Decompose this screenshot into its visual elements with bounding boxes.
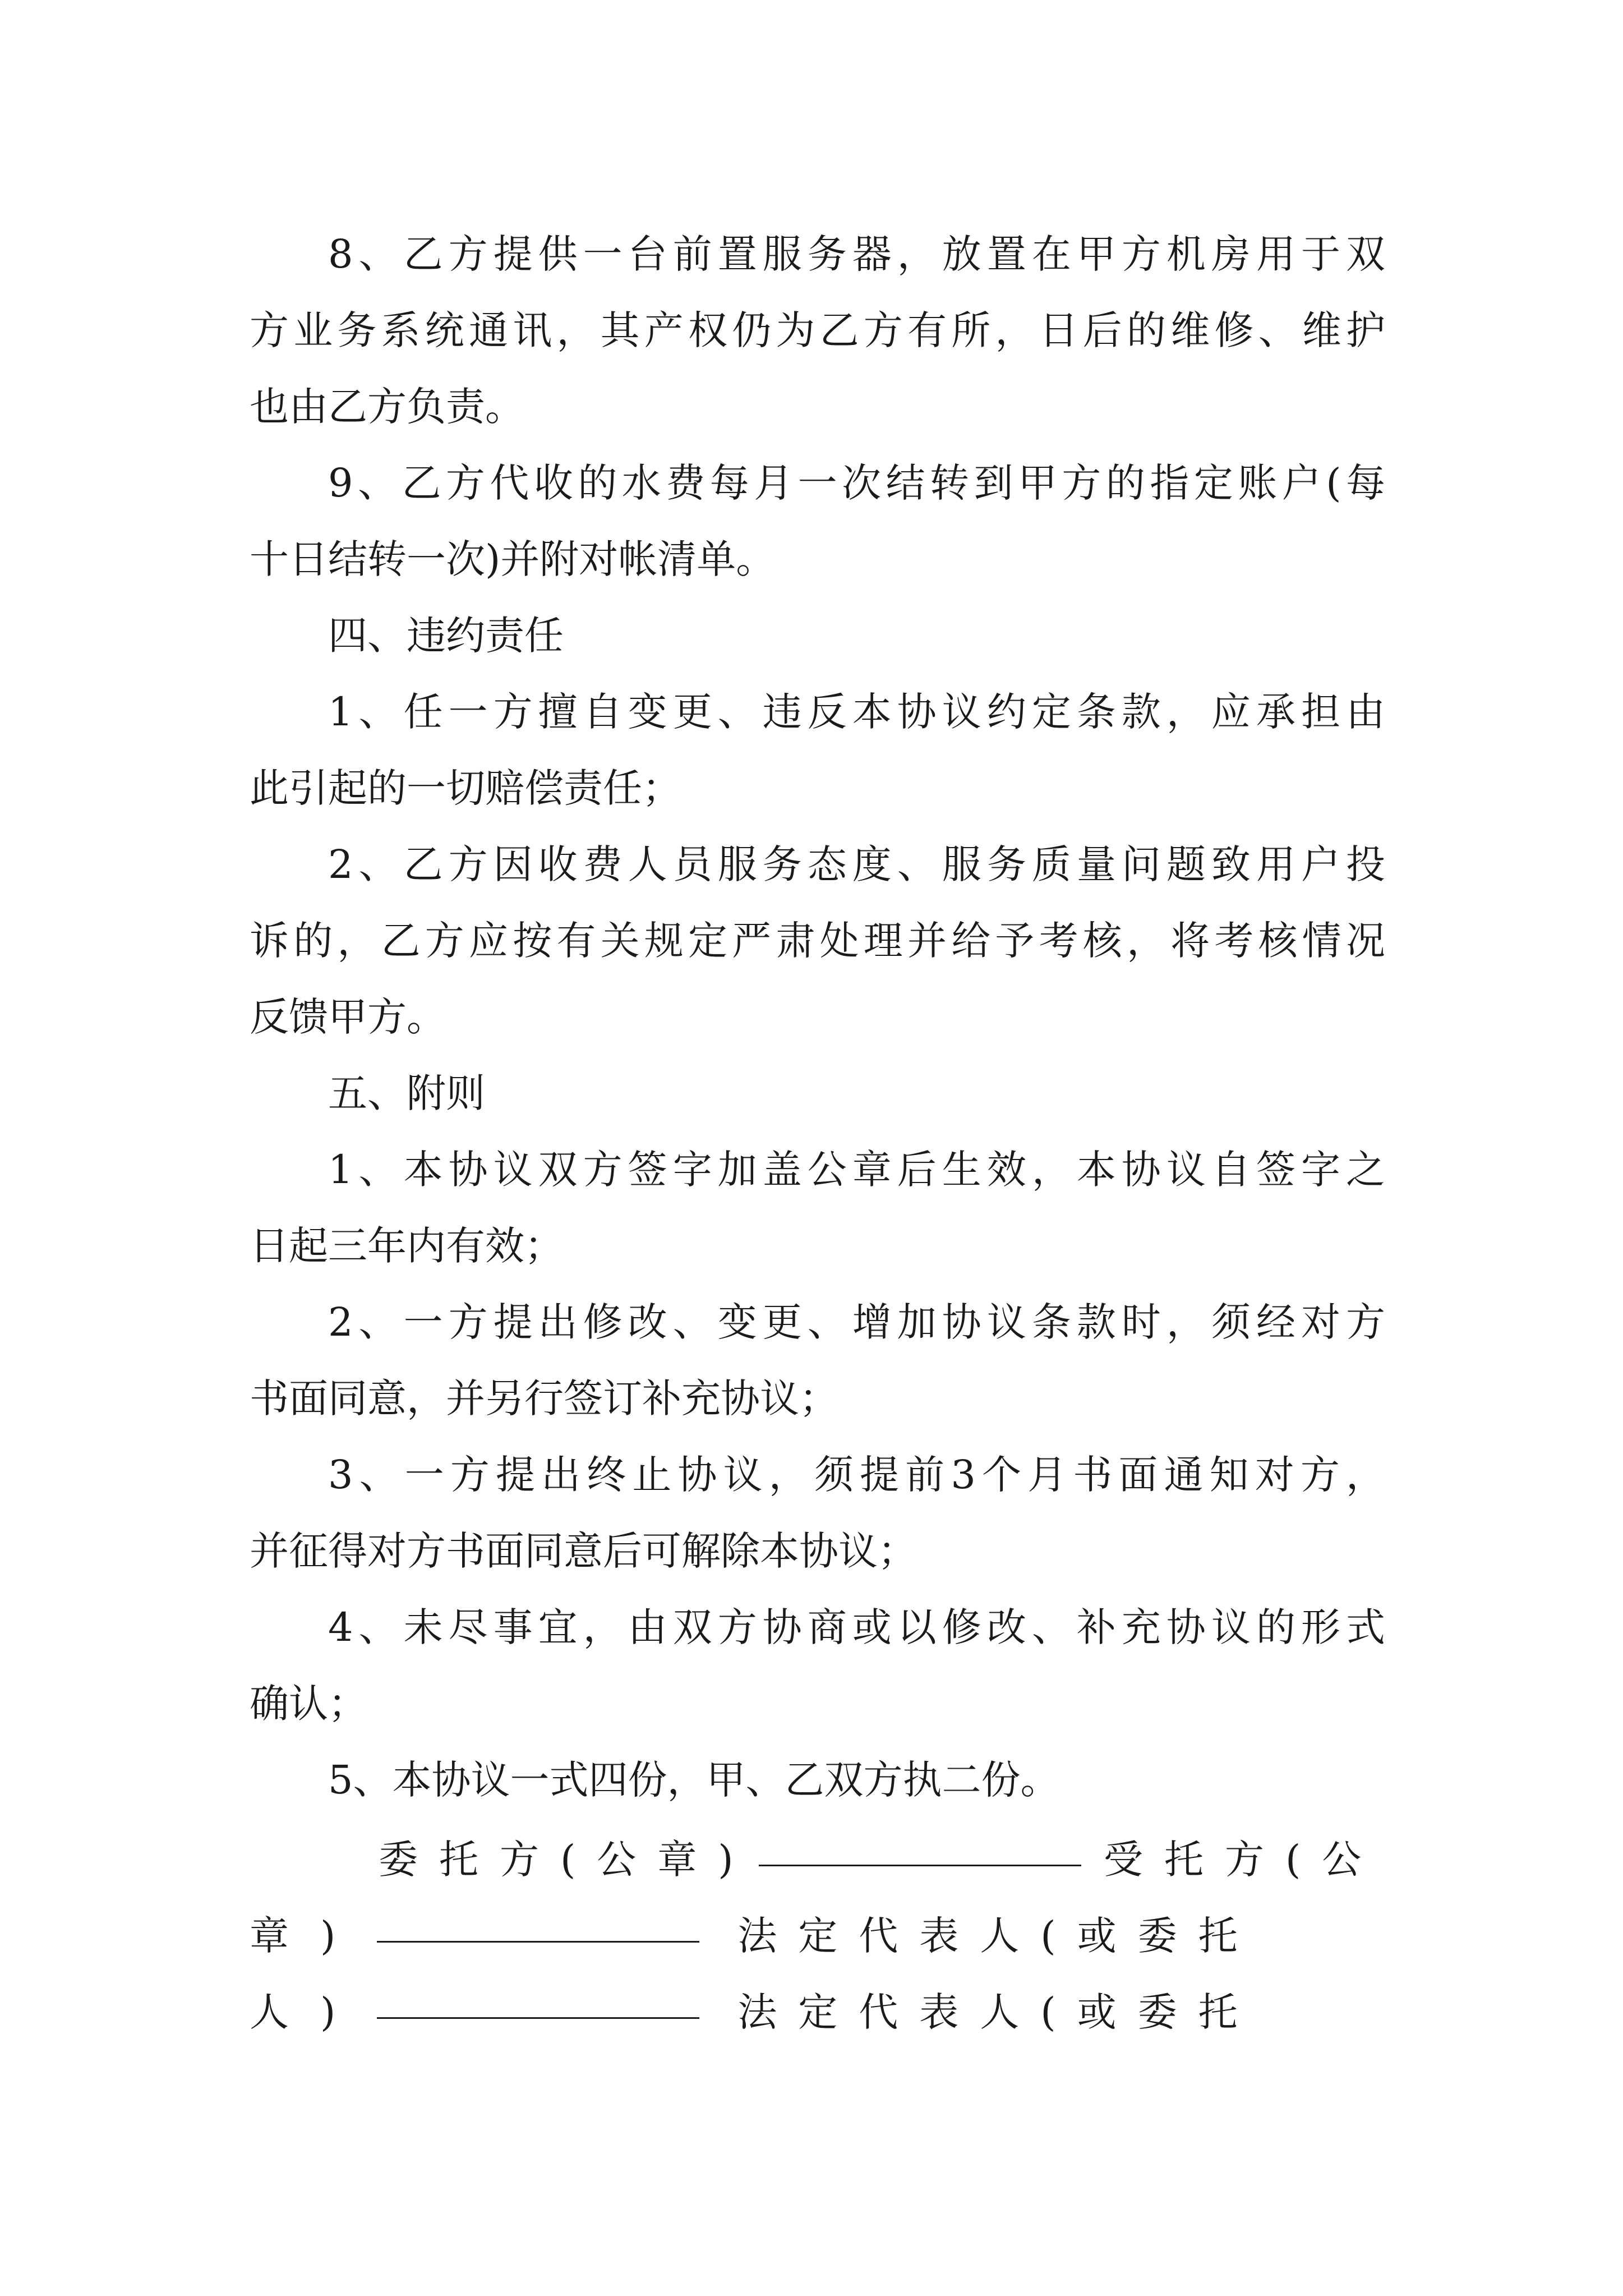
breach-clause-2-line-3: 反馈甲方。 <box>250 994 446 1040</box>
signature-label-legal-rep-1: 法定代表人(或委托 <box>737 1912 1259 1959</box>
signature-blank-principal <box>759 1831 1081 1866</box>
supplementary-clause-1-line-1: 1、本协议双方签字加盖公章后生效，本协议自签字之 <box>328 1147 1385 1193</box>
breach-clause-2-line-2: 诉的，乙方应按有关规定严肃处理并给予考核，将考核情况 <box>250 918 1385 964</box>
signature-label-agent: 受托方(公 <box>1104 1836 1383 1883</box>
clause-8-line-1: 8、乙方提供一台前置服务器，放置在甲方机房用于双 <box>328 231 1385 277</box>
clause-8-line-2: 方业务系统通讯，其产权仍为乙方有所，日后的维修、维护 <box>250 307 1385 353</box>
signature-row-1 <box>250 1818 1385 1894</box>
signature-text: 人) <box>250 1989 367 2035</box>
supplementary-clause-2-line-2: 书面同意，并另行签订补充协议； <box>250 1375 838 1421</box>
signature-row-3 <box>250 1971 1385 2047</box>
signature-blank-agent <box>377 1907 699 1943</box>
clause-8-line-3: 也由乙方负责。 <box>250 384 524 430</box>
supplementary-clause-2-line-1: 2、一方提出修改、变更、增加协议条款时，须经对方 <box>328 1299 1385 1345</box>
section-heading-breach: 四、违约责任 <box>328 613 564 659</box>
supplementary-clause-3-line-1: 3、一方提出终止协议，须提前3个月书面通知对方， <box>328 1452 1385 1498</box>
breach-clause-2-line-1: 2、乙方因收费人员服务态度、服务质量问题致用户投 <box>328 841 1385 887</box>
breach-clause-1-line-1: 1、任一方擅自变更、违反本协议约定条款，应承担由 <box>328 689 1385 735</box>
section-heading-supplementary: 五、附则 <box>328 1070 485 1116</box>
supplementary-clause-1-line-2: 日起三年内有效； <box>250 1223 564 1269</box>
breach-clause-1-line-2: 此引起的一切赔偿责任； <box>250 765 681 811</box>
supplementary-clause-3-line-2: 并征得对方书面同意后可解除本协议； <box>250 1528 917 1574</box>
signature-row-2 <box>250 1894 1385 1971</box>
clause-9-line-1: 9、乙方代收的水费每月一次结转到甲方的指定账户(每 <box>328 460 1385 506</box>
document-body <box>250 216 1385 2047</box>
signature-label-legal-rep-2: 法定代表人(或委托 <box>737 1989 1259 2035</box>
signature-label-principal <box>379 1828 755 1885</box>
signature-text: 章) <box>250 1912 367 1959</box>
supplementary-clause-4-line-2: 确认； <box>250 1681 367 1727</box>
supplementary-clause-5: 5、本协议一式四份，甲、乙双方执二份。 <box>328 1757 1060 1803</box>
supplementary-clause-4-line-1: 4、未尽事宜，由双方协商或以修改、补充协议的形式 <box>328 1604 1385 1650</box>
signature-blank-legal-rep <box>377 1984 699 2019</box>
signature-text: 委托方(公章) <box>379 1836 755 1883</box>
clause-9-line-2: 十日结转一次)并附对帐清单。 <box>250 536 776 582</box>
